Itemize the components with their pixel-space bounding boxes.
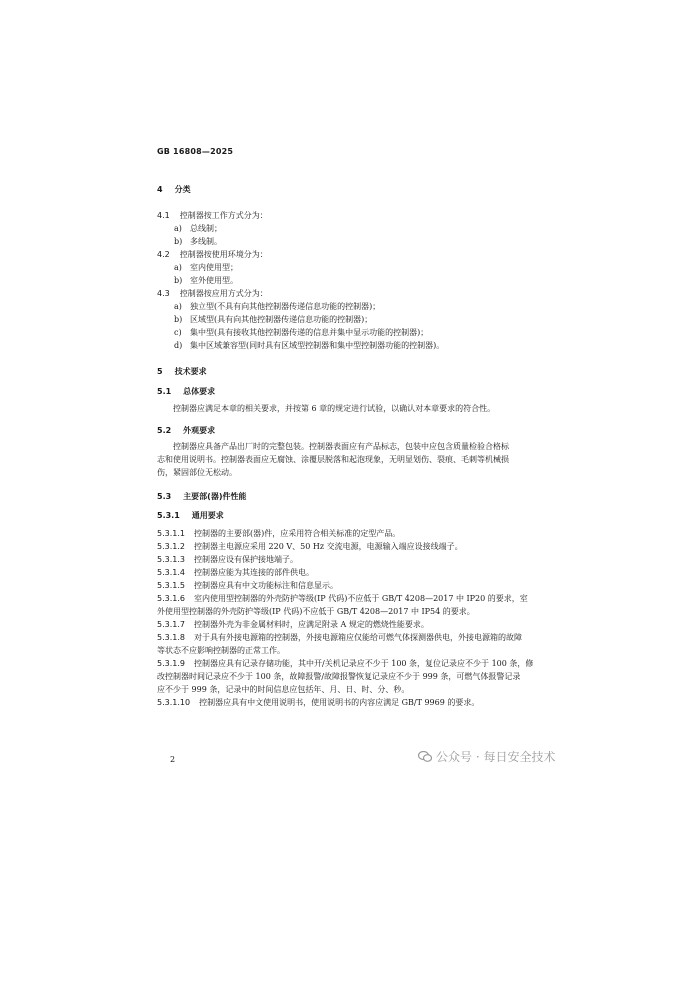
section-number: 5.1: [157, 387, 172, 396]
clause-5-3-1-9: 5.3.1.9 控制器应具有记录存储功能，其中开/关机记录应不少于 100 条，复位记录应不少于 100 条，修: [157, 659, 534, 668]
clause-number: 4.1: [157, 211, 170, 220]
watermark: [418, 748, 555, 765]
clause-number: 4.2: [157, 250, 170, 259]
list-item: b) 室外使用型。: [174, 276, 238, 285]
clause-5-3-1-1: 5.3.1.1 控制器的主要部(器)件，应采用符合相关标准的定型产品。: [157, 529, 401, 538]
section-number: 5: [157, 367, 163, 376]
section-5-3-heading: [157, 491, 246, 502]
section-title: 分类: [174, 185, 191, 194]
clause-continuation: 等状态不应影响控制器的正常工作。: [157, 646, 285, 655]
list-item: a) 总线制；: [174, 224, 222, 233]
section-title: 通用要求: [191, 511, 224, 520]
standard-header: GB 16808—2025: [157, 147, 234, 156]
clause-text: 控制器按使用环境分为：: [179, 250, 268, 259]
section-number: 5.3: [157, 492, 172, 501]
clause-4-3: [157, 288, 268, 299]
paragraph-line: 志和使用说明书。控制器表面应无腐蚀、涂覆层脱落和起泡现象，无明显划伤、裂痕、毛刺等机械损: [157, 455, 509, 464]
section-title: 外观要求: [183, 426, 216, 435]
section-5-3-1-heading: [157, 510, 224, 521]
clause-continuation: 外使用型控制器的外壳防护等级(IP 代码)不应低于 GB/T 4208—2017 中 IP54 的要求。: [157, 607, 475, 616]
clause-continuation: 应不少于 999 条，记录中的时间信息应包括年、月、日、时、分、秒。: [157, 685, 410, 694]
section-5-2-heading: [157, 425, 215, 436]
clause-4-2: [157, 249, 268, 260]
clause-5-3-1-10: 5.3.1.10 控制器应具有中文使用说明书，使用说明书的内容应满足 GB/T 9969 的要求。: [157, 698, 480, 707]
clause-5-3-1-7: 5.3.1.7 控制器外壳为非金属材料时，应满足附录 A 规定的燃烧性能要求。: [157, 620, 429, 629]
list-item: a) 室内使用型；: [174, 263, 238, 272]
clause-5-3-1-4: 5.3.1.4 控制器应能为其连接的部件供电。: [157, 568, 314, 577]
clause-4-1: [157, 210, 268, 221]
section-number: 5.3.1: [157, 511, 180, 520]
paragraph-line: 控制器应具备产品出厂时的完整包装。控制器表面应有产品标志，包装中应包含质量检验合格标: [173, 442, 509, 451]
list-item: c) 集中型(具有接收其他控制器传递的信息并集中显示功能的控制器)；: [174, 328, 429, 337]
section-number: 5.2: [157, 426, 172, 435]
clause-number: 4.3: [157, 289, 170, 298]
clause-continuation: 改控制器时间记录应不少于 100 条，故障报警/故障报警恢复记录应不少于 999 条，可燃气体报警记录: [157, 672, 521, 681]
section-title: 总体要求: [183, 387, 216, 396]
section-5-heading: [157, 366, 207, 377]
list-item: a) 独立型(不具有向其他控制器传递信息功能的控制器)；: [174, 302, 381, 311]
clause-5-3-1-8: 5.3.1.8 对于具有外接电源箱的控制器，外接电源箱应仅能给可燃气体探测器供电，外接电源箱的故障: [157, 633, 522, 642]
page-number: 2: [170, 755, 176, 764]
section-5-1-heading: [157, 386, 215, 397]
section-4-heading: [157, 184, 191, 195]
list-item: d) 集中区域兼容型(同时具有区域型控制器和集中型控制器功能的控制器)。: [174, 341, 445, 350]
paragraph-line: 伤，紧固部位无松动。: [157, 468, 237, 477]
clause-text: 控制器按工作方式分为：: [179, 211, 268, 220]
section-title: 技术要求: [174, 367, 207, 376]
list-item: b) 多线制。: [174, 237, 222, 246]
clause-5-3-1-3: 5.3.1.3 控制器应设有保护接地端子。: [157, 555, 298, 564]
section-number: 4: [157, 185, 163, 194]
clause-5-3-1-5: 5.3.1.5 控制器应具有中文功能标注和信息显示。: [157, 581, 338, 590]
clause-5-3-1-2: 5.3.1.2 控制器主电源应采用 220 V、50 Hz 交流电源，电源输入端应设接线端子。: [157, 542, 463, 551]
wechat-icon: [418, 751, 432, 762]
section-title: 主要部(器)件性能: [183, 492, 247, 501]
clause-text: 控制器按应用方式分为：: [179, 289, 268, 298]
section-5-1-paragraph: 控制器应满足本章的相关要求，并按第 6 章的规定进行试验，以确认对本章要求的符合性。: [173, 404, 496, 413]
watermark-text: 公众号 · 每日安全技术: [436, 750, 556, 764]
list-item: b) 区域型(具有向其他控制器传递信息功能的控制器)；: [174, 315, 373, 324]
clause-5-3-1-6: 5.3.1.6 室内使用型控制器的外壳防护等级(IP 代码)不应低于 GB/T 4208—2017 中 IP20 的要求，室: [157, 594, 528, 603]
